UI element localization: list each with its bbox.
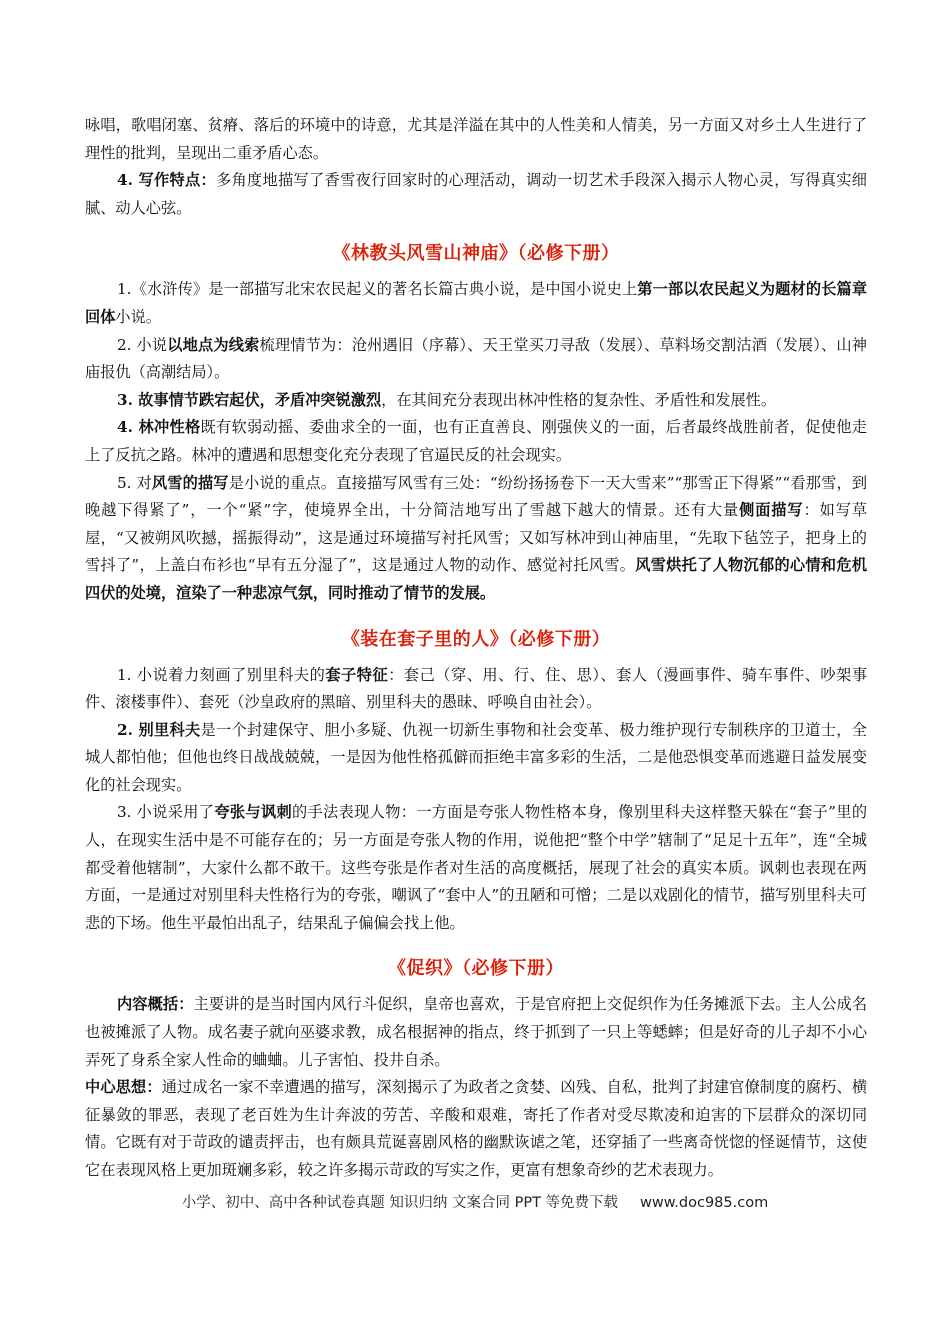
document-body <box>85 112 867 1185</box>
bold-text: 4. 林冲性格 <box>117 418 201 437</box>
bold-text: 风雪烘托了人物沉郁的心情和危机四伏的处境，渲染了一种悲凉气氛，同时推动了情节的发展。 <box>85 556 868 602</box>
bold-label: 4. 写作特点： <box>117 171 216 190</box>
bold-label: 内容概括： <box>117 995 194 1014</box>
paragraph-text: ：如写草屋，“又被朔风吹撼，摇振得动”，这是通过环境描写衬托风雪；又如写林冲到山神庙里，“先取下毡笠子，把身上的雪抖了”，上盖白布衫也“早有五分湿了”，这是通过人物的动作、感觉衬托风雪。 <box>85 501 868 575</box>
paragraph-text: 5. 对 <box>117 473 152 492</box>
page-footer <box>0 1191 950 1212</box>
paragraph-text: 1. 小说着力刻画了别里科夫的 <box>117 665 326 684</box>
bold-text: 2. 别里科夫 <box>117 720 201 739</box>
paragraph <box>85 332 867 387</box>
bold-text: 3. 故事情节跌宕起伏，矛盾冲突锐激烈 <box>117 390 382 409</box>
paragraph-text: 1.《水浒传》是一部描写北宋农民起义的著名长篇古典小说，是中国小说史上 <box>117 280 638 299</box>
paragraph-text: 多角度地描写了香雪夜行回家时的心理活动，调动一切艺术手段深入揭示人物心灵，写得真实细腻、动人心弦。 <box>85 171 867 217</box>
section-title: 《促织》（必修下册） <box>388 958 564 980</box>
footer-text: 小学、初中、高中各种试卷真题 知识归纳 文案合同 PPT 等免费下载 <box>181 1195 619 1211</box>
paragraph-text: 主要讲的是当时国内风行斗促织，皇帝也喜欢，于是官府把上交促织作为任务摊派下去。主人公成名也被摊派了人物。成名妻子就向巫婆求教，成名根据神的指点，终于抓到了一只上等蟋蟀；但是好奇的儿子却不小心弄死了身系全家人性命的蛐蛐。儿子害怕、投井自杀。 <box>85 995 868 1069</box>
paragraph <box>85 1074 867 1184</box>
bold-text: 风雪的描写 <box>151 473 229 492</box>
paragraph-text: 的手法表现人物：一方面是夸张人物性格本身，像别里科夫这样整天躲在“套子”里的人，在现实生活中是不可能存在的；另一方面是夸张人物的作用，说他把“整个中学”辖制了“足足十五年”，连“全城都受着他辖制”，大家什么都不敢干。这些夸张是作者对生活的高度概括，展现了社会的真实本质。讽刺也表现在两方面，一是通过对别里科夫性格行为的夸张，嘲讽了“套中人”的丑陋和可憎；二是以戏剧化的情节，描写别里科夫可悲的下场。他生平最怕出乱子，结果乱子偏偏会找上他。 <box>85 803 868 932</box>
paragraph: 咏唱，歌唱闭塞、贫瘠、落后的环境中的诗意，尤其是洋溢在其中的人性美和人情美，另一方面又对乡土人生进行了理性的批判，呈现出二重矛盾心态。 <box>85 116 867 162</box>
paragraph-text: 小说。 <box>115 307 161 326</box>
paragraph-text: 3. 小说采用了 <box>117 803 215 822</box>
paragraph <box>85 167 867 222</box>
paragraph <box>85 662 867 717</box>
bold-text: 套子特征 <box>325 665 389 684</box>
section-title: 《装在套子里的人》（必修下册） <box>341 628 611 650</box>
paragraph-text: ：套己（穿、用、行、住、思）、套人（漫画事件、骑车事件、吵架事件、滚楼事件）、套死（沙皇政府的黑暗、别里科夫的愚昧、呼唤自由社会）。 <box>85 665 868 712</box>
bold-text: 侧面描写 <box>739 501 804 520</box>
paragraph-text: ，在其间充分表现出林冲性格的复杂性、矛盾性和发展性。 <box>381 390 777 409</box>
paragraph <box>85 799 867 937</box>
paragraph-text: 是一个封建保守、胆小多疑、仇视一切新生事物和社会变革、极力维护现行专制秩序的卫道士，全城人都怕他；但他也终日战战兢兢，一是因为他性格孤僻而拒绝丰富多彩的生活，二是他恐惧变革而逃避日益发展变化的社会现实。 <box>85 720 867 794</box>
paragraph <box>85 470 867 608</box>
paragraph <box>85 276 867 331</box>
paragraph-text: 2. 小说 <box>117 335 168 354</box>
bold-text: 夸张与讽刺 <box>214 803 292 822</box>
paragraph <box>85 414 867 469</box>
paragraph-text: 梳理情节为：沧州遇旧（序幕）、天王堂买刀寻敌（发展）、草料场交割沽酒（发展）、山神庙报仇（高潮结局）。 <box>85 335 867 382</box>
footer-website: www.doc985.com <box>640 1195 769 1211</box>
paragraph-text: 通过成名一家不幸遭遇的描写，深刻揭示了为政者之贪婪、凶残、自私，批判了封建官僚制度的腐朽、横征暴敛的罪恶，表现了老百姓为生计奔波的劳苦、辛酸和艰难，寄托了作者对受尽欺凌和迫害的下层群众的深切同情。它既有对于苛政的谴责抨击，也有颇具荒诞喜剧风格的幽默诙谑之笔，还穿插了一些离奇恍惚的怪诞情节，这使它在表现风格上更加斑斓多彩，较之许多揭示苛政的写实之作，更富有想象奇纱的艺术表现力。 <box>85 1078 868 1179</box>
paragraph <box>85 717 867 800</box>
bold-text: 以地点为线索 <box>167 335 260 354</box>
paragraph <box>85 991 867 1074</box>
bold-text: 第一部以农民起义为题材的长篇章回体 <box>85 280 868 326</box>
section-title: 《林教头风雪山神庙》（必修下册） <box>332 243 620 265</box>
paragraph-text: 是小说的重点。直接描写风雪有三处：“纷纷扬扬卷下一天大雪来”“那雪正下得紧”“看那雪，到晚越下得紧了”，一个“紧”字，使境界全出，十分简洁地写出了雪越下越大的情景。还有大量 <box>85 473 868 520</box>
paragraph-text: 既有软弱动摇、委曲求全的一面，也有正直善良、刚强侠义的一面，后者最终战胜前者，促使他走上了反抗之路。林冲的遭遇和思想变化充分表现了官逼民反的社会现实。 <box>85 418 867 464</box>
bold-label: 中心思想： <box>85 1078 162 1097</box>
paragraph <box>85 387 867 415</box>
